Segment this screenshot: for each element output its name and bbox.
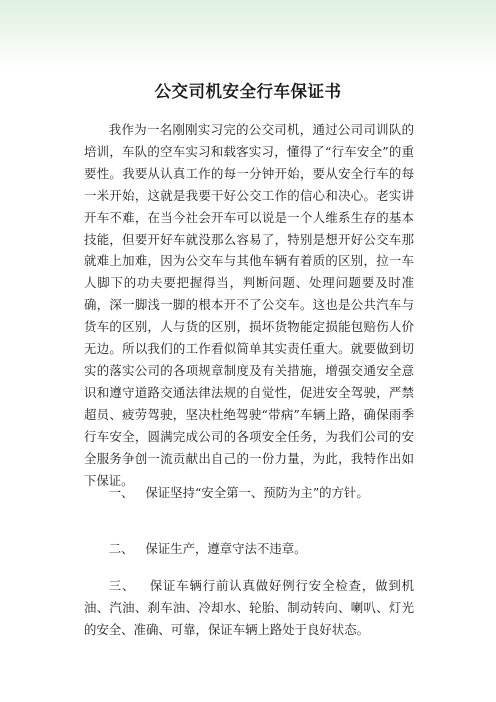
pledge-item-3-text: 保证车辆行前认真做好例行安全检查，做到机油、汽油、刹车油、冷却水、轮胎、制动转向、喇叭、灯光的安全、准确、可靠，保证车辆上路处于良好状态。 — [84, 578, 414, 637]
pledge-item-1-text: 保证坚持“安全第一、预防为主”的方针。 — [145, 485, 369, 500]
pledge-item-3 — [84, 575, 414, 641]
pledge-item-2 — [84, 538, 414, 560]
pledge-item-1 — [84, 482, 414, 504]
pledge-item-2-number: 二、 — [108, 541, 134, 556]
intro-paragraph: 我作为一名刚刚实习完的公交司机，通过公司司训队的培训，车队的空车实习和载客实习，懂得了“行车安全”的重要性。我要从认真工作的每一分钟开始，要从安全行车的每一米开始，这就是我要干好公交工作的信心和决心。老实讲开车不难，在当今社会开车可以说是一个人维系生存的基本技能，但要开好车就没那么容易了，特别是想开好公交车那就难上加难，因为公交车与其他车辆有着质的区别，拉一车人脚下的功夫要把握得当，判断问题、处理问题要及时准确，深一脚浅一脚的根本开不了公交车。这也是公共汽车与货车的区别，人与货的区别，损坏货物能定损能包赔伤人价无边。所以我们的工作看似简单其实责任重大。就要做到切实的落实公司的各项规章制度及有关措施，增强交通安全意识和遵守道路交通法律法规的自觉性，促进安全驾驶，严禁超员、疲劳驾驶，坚决杜绝驾驶“带病”车辆上路，确保雨季行车安全，圆满完成公司的各项安全任务，为我们公司的安全服务争创一流贡献出自己的一份力量，为此，我特作出如下保证。 — [84, 122, 414, 488]
document-title: 公交司机安全行车保证书 — [154, 82, 342, 101]
pledge-item-2-text: 保证生产，遵章守法不违章。 — [145, 541, 307, 556]
pledge-item-1-number: 一、 — [108, 485, 134, 500]
pledge-item-3-number: 三、 — [108, 578, 136, 593]
